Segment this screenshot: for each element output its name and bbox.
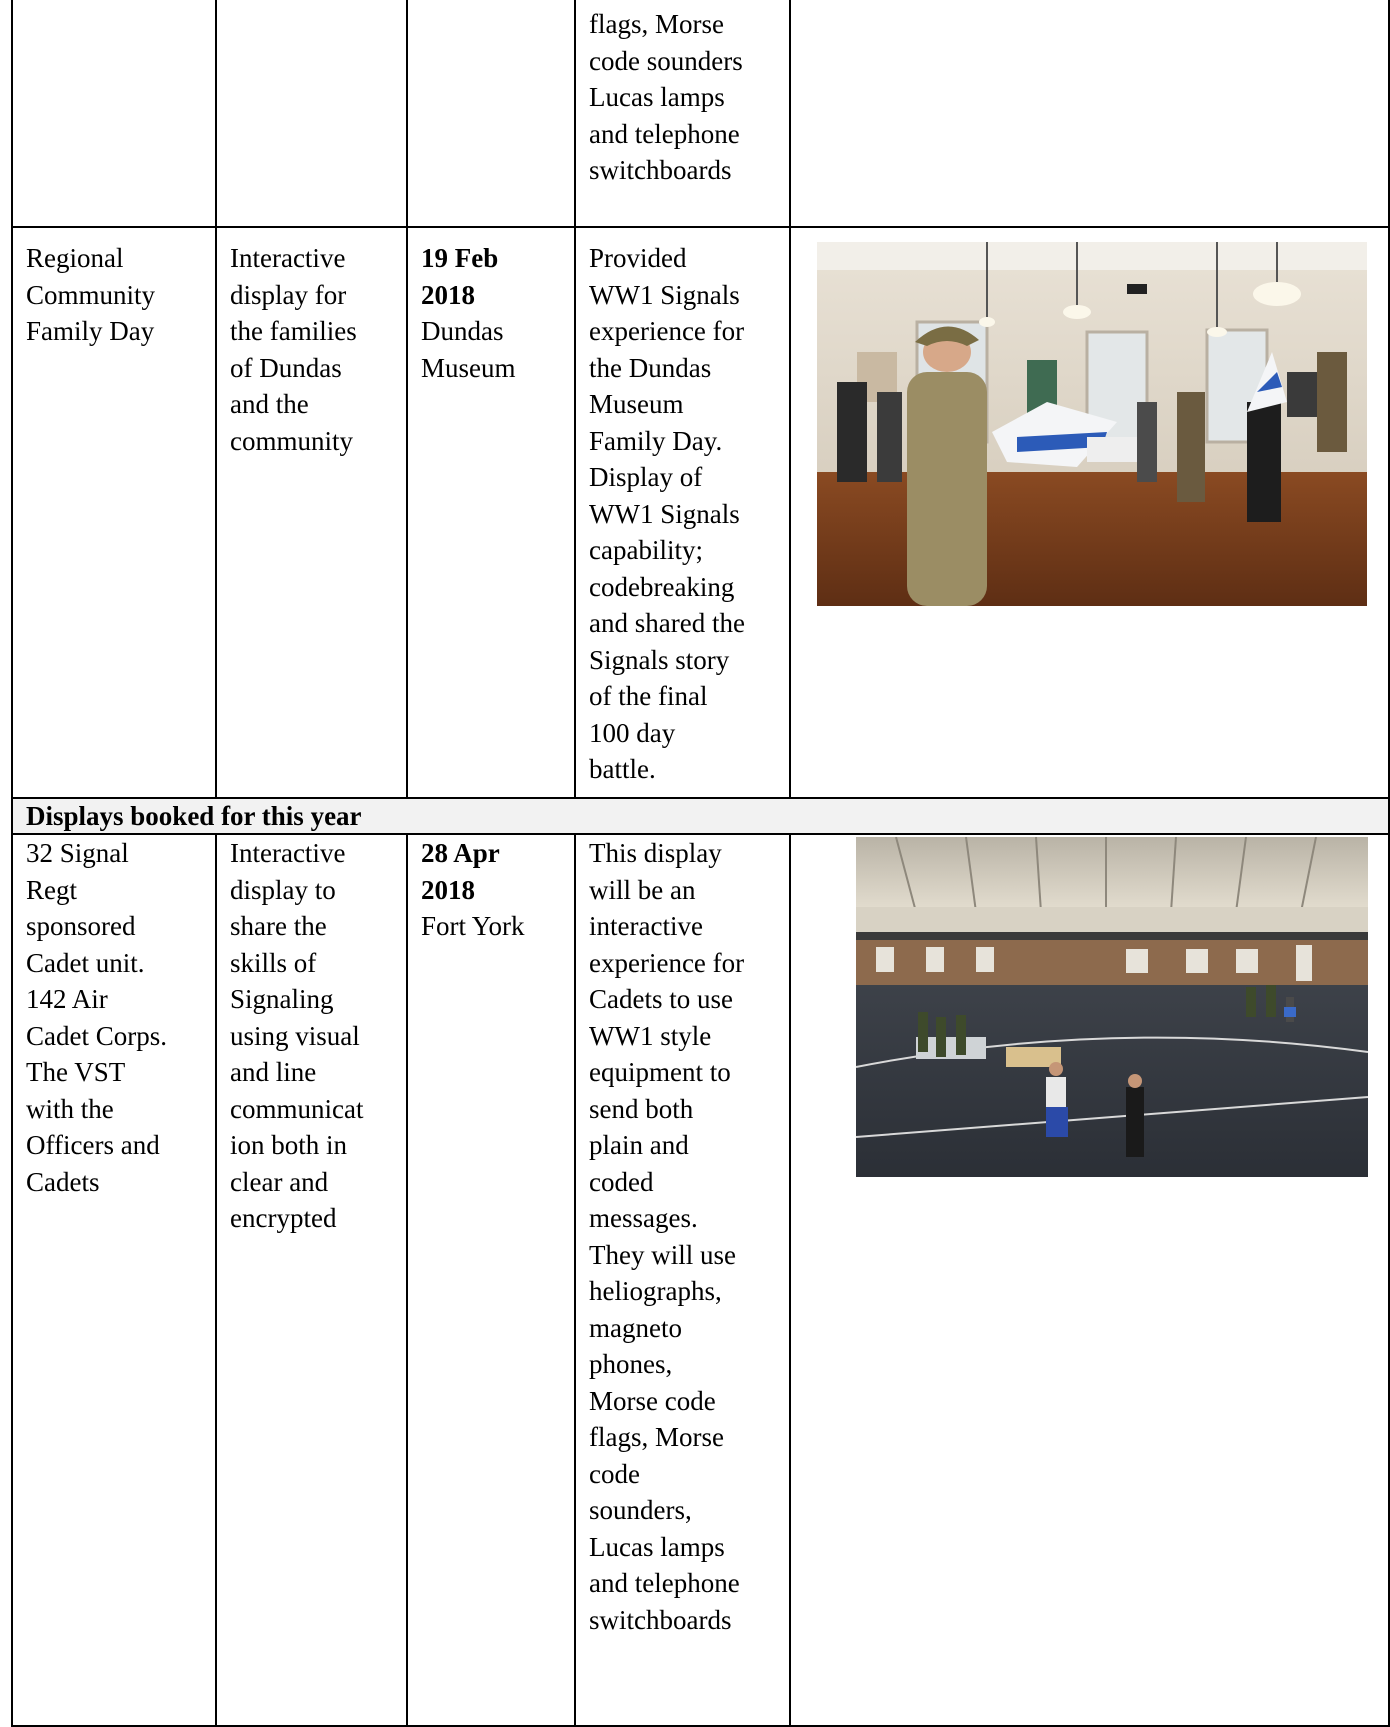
description-line: They will use: [589, 1239, 736, 1270]
section-header: Displays booked for this year: [12, 798, 1389, 834]
purpose-line: and the: [230, 389, 309, 419]
description-line: of the final: [589, 681, 708, 711]
activity-line: Regional: [26, 243, 124, 273]
description-line: code sounders: [589, 45, 743, 76]
activity-cell: [12, 0, 216, 227]
purpose-line: communicat: [230, 1093, 364, 1124]
description-line: capability;: [589, 535, 703, 565]
activity-cell: [12, 834, 216, 1726]
description-line: interactive: [589, 911, 703, 941]
description-line: send both: [589, 1093, 694, 1124]
description-line: Cadets to use: [589, 984, 733, 1014]
activity-line: Regt: [26, 874, 77, 905]
fort-york-armoury-photo: [856, 837, 1368, 1177]
description-line: 100 day: [589, 717, 676, 748]
purpose-line: encrypted: [230, 1203, 337, 1233]
description-line: flags, Morse: [589, 1422, 724, 1452]
purpose-line: clear and: [230, 1166, 329, 1197]
table-row: [12, 227, 1389, 798]
description-line: and telephone: [589, 118, 740, 149]
description-line: coded: [589, 1166, 654, 1197]
description-line: battle.: [589, 754, 656, 784]
description-line: equipment to: [589, 1057, 731, 1087]
description-line: code: [589, 1458, 640, 1489]
date-line: 2018: [421, 874, 475, 905]
purpose-line: and line: [230, 1057, 317, 1087]
activity-cell: [12, 227, 216, 798]
description-cell: [575, 834, 790, 1726]
description-line: Family Day.: [589, 425, 723, 456]
description-line: phones,: [589, 1349, 673, 1379]
purpose-line: ion both in: [230, 1130, 348, 1160]
description-line: switchboards: [589, 155, 732, 185]
description-line: Morse code: [589, 1385, 716, 1416]
date-cell: [407, 0, 575, 227]
activity-line: Cadets: [26, 1166, 100, 1197]
description-line: codebreaking: [589, 571, 735, 602]
description-line: messages.: [589, 1203, 698, 1233]
description-line: Museum: [589, 389, 684, 419]
description-line: magneto: [589, 1312, 682, 1343]
date-cell: [407, 227, 575, 798]
photo-cell: [790, 227, 1389, 798]
purpose-line: skills of: [230, 947, 317, 978]
description-line: Provided: [589, 243, 687, 273]
description-line: plain and: [589, 1130, 689, 1160]
description-line: WW1 Signals: [589, 498, 740, 529]
purpose-line: Interactive: [230, 243, 346, 273]
description-line: This display: [589, 838, 722, 868]
description-line: experience for: [589, 947, 745, 978]
description-line: Lucas lamps: [589, 1531, 725, 1562]
activity-line: with the: [26, 1093, 114, 1124]
description-cell: [575, 227, 790, 798]
activity-line: Officers and: [26, 1130, 160, 1160]
description-line: sounders,: [589, 1495, 692, 1525]
date-line: 28 Apr: [421, 838, 500, 868]
date-line: 19 Feb: [421, 243, 499, 273]
purpose-line: display to: [230, 874, 336, 905]
purpose-line: using visual: [230, 1020, 360, 1051]
activity-line: Cadet unit.: [26, 947, 145, 978]
location-line: Museum: [421, 352, 516, 383]
location-line: Dundas: [421, 316, 504, 346]
events-table: [11, 0, 1390, 1727]
activity-line: The VST: [26, 1057, 126, 1087]
description-line: Signals story: [589, 644, 730, 675]
date-cell: [407, 834, 575, 1726]
photo-cell: [790, 834, 1389, 1726]
activity-line: Community: [26, 279, 156, 310]
museum-family-day-photo: [817, 242, 1367, 606]
table-row: [12, 834, 1389, 1726]
purpose-cell: [216, 834, 407, 1726]
purpose-line: the families: [230, 316, 357, 346]
description-line: and shared the: [589, 608, 745, 638]
purpose-line: community: [230, 425, 353, 456]
purpose-line: Signaling: [230, 984, 334, 1014]
purpose-line: display for: [230, 279, 347, 310]
section-header-row: [12, 798, 1389, 834]
description-line: experience for: [589, 316, 745, 346]
purpose-line: share the: [230, 911, 327, 941]
purpose-line: of Dundas: [230, 352, 342, 383]
photo-cell: [790, 0, 1389, 227]
purpose-line: Interactive: [230, 838, 346, 868]
date-line: 2018: [421, 279, 475, 310]
activity-line: 32 Signal: [26, 838, 129, 868]
purpose-cell: [216, 227, 407, 798]
description-line: Display of: [589, 462, 703, 492]
purpose-cell: [216, 0, 407, 227]
location-line: Fort York: [421, 911, 525, 941]
activity-line: sponsored: [26, 911, 136, 941]
description-line: flags, Morse: [589, 9, 724, 39]
table-row: [12, 0, 1389, 227]
description-line: heliographs,: [589, 1276, 722, 1306]
description-line: WW1 style: [589, 1020, 712, 1051]
activity-line: Family Day: [26, 316, 155, 346]
activity-line: 142 Air: [26, 984, 108, 1014]
description-line: and telephone: [589, 1568, 740, 1598]
description-cell: [575, 0, 790, 227]
description-line: switchboards: [589, 1604, 732, 1635]
description-line: WW1 Signals: [589, 279, 740, 310]
description-line: the Dundas: [589, 352, 712, 383]
activity-line: Cadet Corps.: [26, 1020, 167, 1051]
description-line: Lucas lamps: [589, 82, 725, 112]
description-line: will be an: [589, 874, 696, 905]
